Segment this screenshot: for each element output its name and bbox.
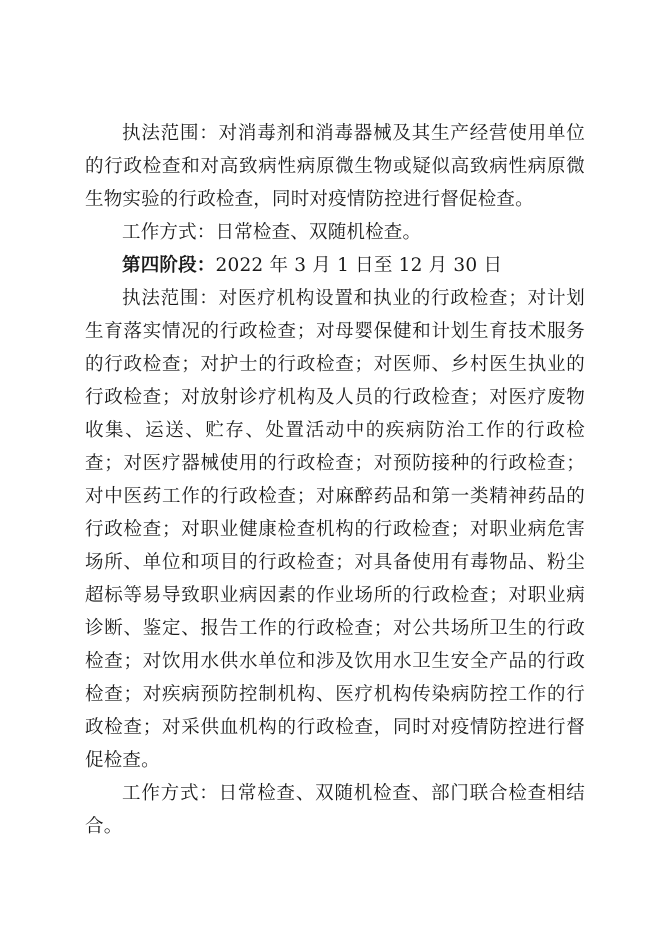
paragraph-work-method-2: [85, 777, 585, 843]
paragraph-work-method-1: [85, 216, 585, 249]
paragraph-text: 执法范围：对医疗机构设置和执业的行政检查；对计划生育落实情况的行政检查；对母婴保健和计划生育技术服务的行政检查；对护士的行政检查；对医师、乡村医生执业的行政检查；对放射诊疗机构及人员的行政检查；对医疗废物收集、运送、贮存、处置活动中的疾病防治工作的行政检查；对医疗器械使用的行政检查；对预防接种的行政检查；对中医药工作的行政检查；对麻醉药品和第一类精神药品的行政检查；对职业健康检查机构的行政检查；对职业病危害场所、单位和项目的行政检查；对具备使用有毒物品、粉尘超标等易导致职业病因素的作业场所的行政检查；对职业病诊断、鉴定、报告工作的行政检查；对公共场所卫生的行政检查；对饮用水供水单位和涉及饮用水卫生安全产品的行政检查；对疾病预防控制机构、医疗机构传染病防控工作的行政检查；对采供血机构的行政检查，同时对疫情防控进行督促检查。: [85, 288, 585, 771]
paragraph-text: 工作方式：日常检查、双随机检查、部门联合检查相结合。: [85, 783, 585, 837]
document-body: [85, 117, 585, 843]
paragraph-enforcement-scope-medical: [85, 282, 585, 777]
phase-dates: 2022 年 3 月 1 日至 12 月 30 日: [215, 255, 503, 276]
paragraph-phase-four: [85, 249, 585, 282]
paragraph-text: 工作方式：日常检查、双随机检查。: [122, 222, 422, 243]
paragraph-enforcement-scope-disinfection: [85, 117, 585, 216]
paragraph-text: 执法范围：对消毒剂和消毒器械及其生产经营使用单位的行政检查和对高致病性病原微生物或疑似高致病性病原微生物实验的行政检查，同时对疫情防控进行督促检查。: [85, 123, 585, 210]
phase-heading: 第四阶段：: [122, 255, 216, 276]
